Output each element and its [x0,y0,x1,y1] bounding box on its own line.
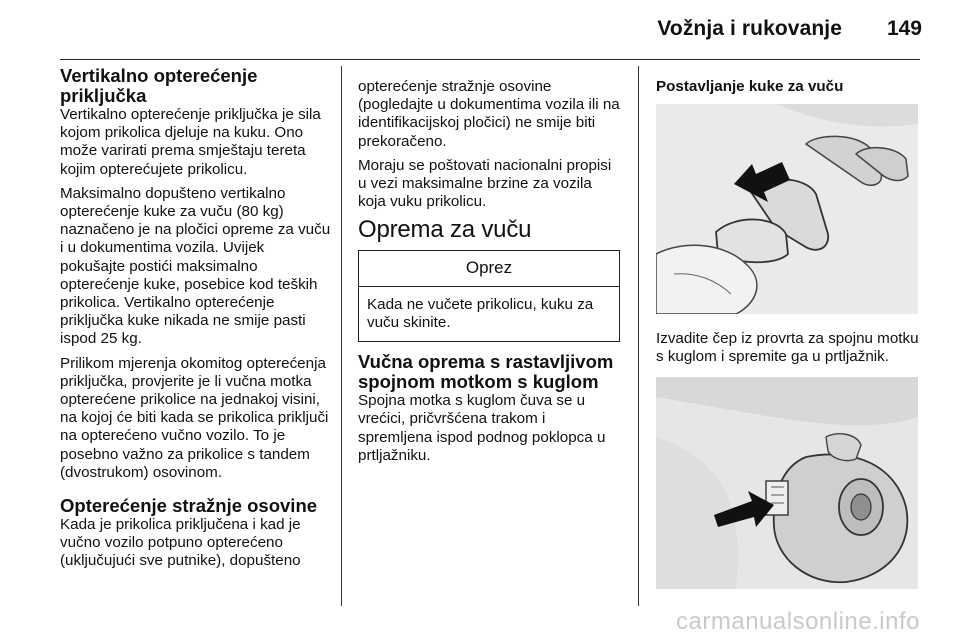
watermark: carmanualsonline.info [676,608,920,635]
paragraph: Prilikom mjerenja okomitog opterećenja priključka, provjerite je li vučna motka opterećene prikolice na jednakoj visini, na kojoj će biti kada se prikolica priključi na opterećeno vučno vozilo. To je posebno važno za prikolice s tandem (dvostrukom) osovinom. [60,354,329,481]
column-divider [638,66,639,606]
heading-vertical-load-line2: priključka [60,85,147,106]
paragraph: Spojna motka s kuglom čuva se u vrećici, pričvršćena trakom i spremljena ispod podnog poklopca u prtljažniku. [358,392,606,464]
column-1 [60,66,332,577]
heading-detachable-towbar-line1: Vučna oprema s rastavljivom [358,351,614,373]
caution-text: Kada ne vučete prikolicu, kuku za vuču skinite. [367,295,594,332]
caution-title: Oprez [359,251,619,287]
heading-detachable-towbar-line2: spojnom motkom s kuglom [358,371,599,393]
column-divider [341,66,342,606]
heading-detachable-towbar [358,352,620,392]
header-rule [60,59,920,60]
caution-box [358,250,620,343]
column-3 [656,78,920,589]
page-number: 149 [886,17,922,40]
paragraph: Izvadite čep iz provrta za spojnu motku s kuglom i spremite ga u prtljažnik. [656,330,919,366]
column-2 [358,78,620,471]
section-title: Vožnja i rukovanje [657,17,842,40]
paragraph: Maksimalno dopušteno vertikalno opterećenje kuke za vuču (80 kg) naznačeno je na pločici opreme za vuču i u dokumentima vozila. Uvijek pokušajte postići maksimalno opterećenje kuke, posebice kod teških prikolica. Vertikalno opterećenje priključka kuke nikada ne smije pasti ispod 25 kg. [60,184,331,348]
heading-vertical-load-line1: Vertikalno opterećenje [60,65,258,86]
illustration-towbar-socket [656,377,918,589]
heading-vertical-load [60,66,332,106]
chapter-heading: Oprema za vuču [358,216,532,244]
illustration-removing-plug [656,104,918,314]
page-header [0,0,960,54]
heading-towbar-installation: Postavljanje kuke za vuču [656,78,844,95]
heading-rear-axle-load: Opterećenje stražnje osovine [60,495,318,517]
paragraph: Moraju se poštovati nacionalni propisi u vezi maksimalne brzine za vozila koja vuku prikolicu. [358,156,612,211]
paragraph: Kada je prikolica priključena i kad je vučno vozilo potpuno opterećeno (uključujući sve putnike), dopušteno [60,516,301,570]
paragraph: Vertikalno opterećenje priključka je sila kojom prikolica djeluje na kuku. Ono može varirati prema smještaju tereta kojim opterećujete prikolicu. [60,106,321,178]
paragraph: opterećenje stražnje osovine (pogledajte u dokumentima vozila ili na identifikacijskoj pločici) ne smije biti prekoračeno. [358,78,620,150]
